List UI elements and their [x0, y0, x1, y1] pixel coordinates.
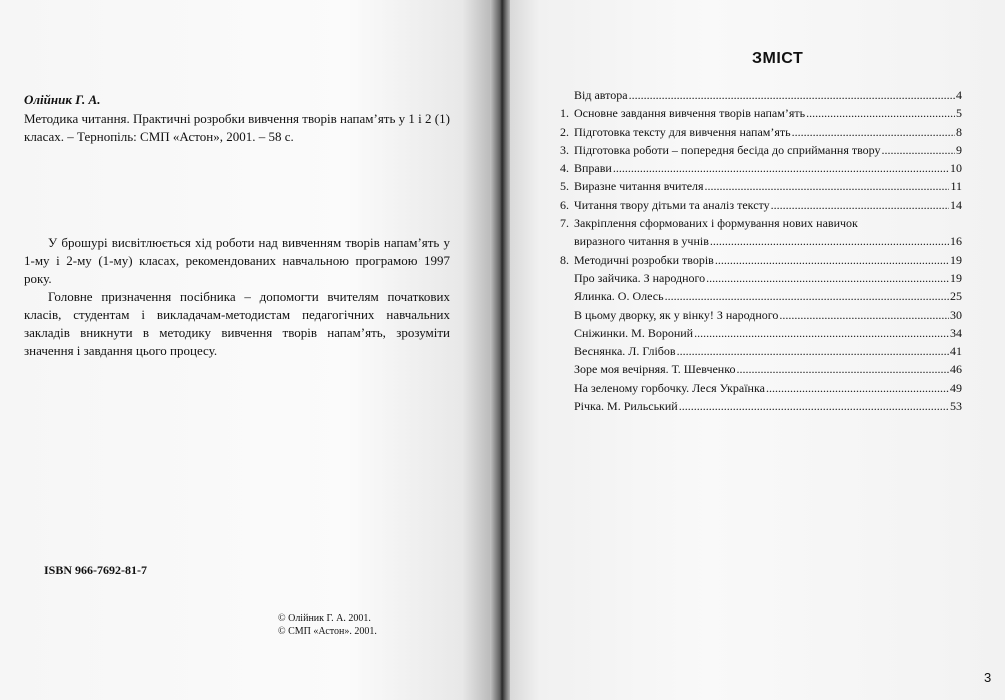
toc-entry-number: 3. [560, 142, 569, 157]
copyright-publisher: © СМП «Астон». 2001. [278, 626, 377, 637]
toc-subentry [560, 324, 962, 342]
toc-entry-page: 5 [956, 106, 962, 121]
toc-leader-dots [766, 379, 949, 397]
toc-entry-number: 5. [560, 179, 569, 194]
toc-entry-number: 1. [560, 106, 569, 121]
toc-entry-title: Зоре моя вечірняя. Т. Шевченко [574, 362, 736, 377]
toc-leader-dots [677, 342, 949, 360]
toc-leader-dots [736, 360, 949, 378]
toc-entry-number: 7. [560, 216, 569, 231]
annotation [24, 234, 450, 360]
toc-entry [560, 251, 962, 269]
toc-entry-title: Підготовка роботи – попередня бесіда до сприймання твору [574, 142, 881, 157]
toc-entry-page: 14 [950, 197, 962, 212]
annotation-paragraph-2: Головне призначення посібника – допомогти вчителям початкових класів, студентам і викладачам-методистам педагогічних навчальних закладів вникнути в методику вивчення творів напам’ять, зрозуміти значення і завдання цього процесу. [24, 289, 450, 358]
toc-title: ЗМІСТ [752, 50, 804, 67]
toc-entry [560, 141, 962, 159]
toc-leader-dots [882, 141, 955, 159]
toc-entry [560, 196, 962, 214]
toc-leader-dots [706, 269, 949, 287]
bibliographic-description: Методика читання. Практичні розробки вивчення творів напам’ять у 1 і 2 (1) класах. – Тернопіль: СМП «Астон», 2001. – 58 с. [24, 111, 450, 144]
toc-entry-page: 34 [950, 325, 962, 340]
toc-entry-page: 9 [956, 142, 962, 157]
toc-leader-dots [710, 232, 949, 250]
toc-entry [560, 214, 962, 251]
toc-subentry [560, 269, 962, 287]
toc-leader-dots [694, 324, 949, 342]
toc-entry-title: В цьому дворку, як у вінку! З народного [574, 307, 779, 322]
toc-leader-dots [771, 196, 949, 214]
toc-entry-page: 53 [950, 399, 962, 414]
toc-entry-title: Ялинка. О. Олесь [574, 289, 664, 304]
table-of-contents [560, 86, 962, 415]
toc-entry-page: 10 [950, 161, 962, 176]
copyright-block [278, 612, 377, 638]
toc-subentry [560, 306, 962, 324]
toc-entry [560, 159, 962, 177]
toc-entry-title: Вправи [574, 161, 612, 176]
toc-entry-page: 4 [956, 88, 962, 102]
toc-leader-dots [779, 306, 949, 324]
toc-leader-dots [806, 104, 955, 122]
toc-entry-page: 16 [950, 234, 962, 249]
toc-entry-title: Підготовка тексту для вивчення напам’ять [574, 124, 791, 139]
toc-entry [560, 177, 962, 195]
toc-entry-title: Основне завдання вивчення творів напам’ять [574, 106, 806, 121]
toc-entry [560, 86, 962, 104]
toc-subentry [560, 397, 962, 415]
copyright-author: © Олійник Г. А. 2001. [278, 613, 371, 624]
toc-leader-dots [792, 123, 955, 141]
toc-subentry [560, 287, 962, 305]
toc-entry-page: 19 [950, 252, 962, 267]
toc-entry-title: Від автора [574, 88, 628, 102]
toc-entry-title: Закріплення сформованих і формування нових навичок [574, 216, 858, 231]
annotation-paragraph-1: У брошурі висвітлюється хід роботи над вивченням творів напам’ять у 1-му і 2-му (1-му) класах, рекомендованих навчальною програмою 1997 року. [24, 235, 450, 286]
toc-entry-title: На зеленому горбочку. Леся Українка [574, 380, 765, 395]
toc-entry-number: 4. [560, 161, 569, 176]
toc-entry-title: Веснянка. Л. Глібов [574, 344, 676, 359]
isbn: ISBN 966-7692-81-7 [44, 563, 148, 577]
book-gutter [490, 0, 512, 700]
toc-leader-dots [705, 177, 950, 195]
toc-entry-page: 30 [950, 307, 962, 322]
toc-entry-page: 25 [950, 289, 962, 304]
toc-entry-title: Методичні розробки творів [574, 252, 714, 267]
toc-leader-dots [613, 159, 949, 177]
toc-entry-page: 49 [950, 380, 962, 395]
toc-entry-page: 19 [950, 270, 962, 285]
toc-subentry [560, 342, 962, 360]
left-page [0, 0, 497, 700]
toc-entry-title: Виразне читання вчителя [574, 179, 704, 194]
toc-subentry [560, 379, 962, 397]
toc-entry-number: 2. [560, 124, 569, 139]
toc-entry [560, 123, 962, 141]
toc-entry-number: 8. [560, 252, 569, 267]
toc-entry-title: Про зайчика. З народного [574, 270, 706, 285]
toc-entry-title: Сніжинки. М. Вороний [574, 325, 694, 340]
toc-entry-page: 41 [950, 344, 962, 359]
toc-leader-dots [715, 251, 949, 269]
toc-leader-dots [665, 287, 949, 305]
toc-entry-number: 6. [560, 197, 569, 212]
toc-leader-dots [679, 397, 949, 415]
toc-entry-title: Річка. М. Рильський [574, 399, 678, 414]
toc-entry [560, 104, 962, 122]
toc-entry-title-continued: виразного читання в учнів [574, 234, 709, 249]
toc-entry-page: 8 [956, 124, 962, 139]
toc-entry-page: 11 [950, 179, 962, 194]
page-number: 3 [984, 670, 992, 685]
toc-leader-dots [629, 86, 955, 104]
toc-entry-page: 46 [950, 362, 962, 377]
toc-subentry [560, 360, 962, 378]
toc-entry-title: Читання твору дітьми та аналіз тексту [574, 197, 770, 212]
author-name: Олійник Г. А. [24, 92, 101, 107]
